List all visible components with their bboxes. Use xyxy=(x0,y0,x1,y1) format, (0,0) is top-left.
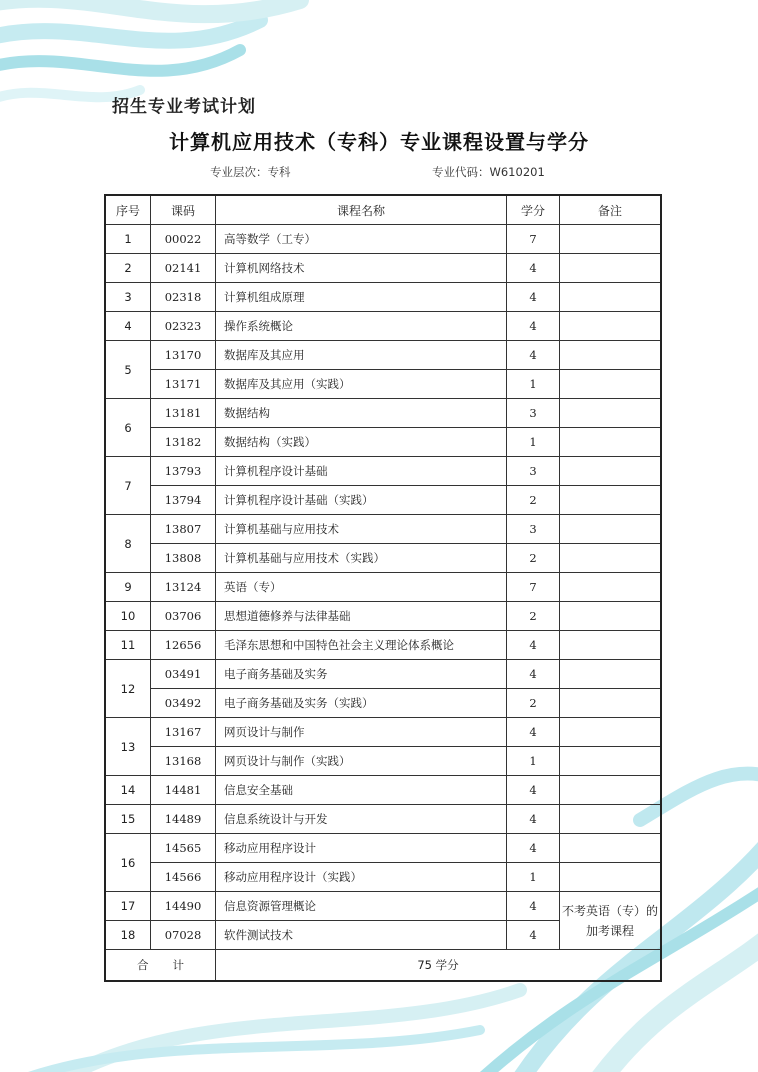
table-row xyxy=(105,225,661,254)
cell-credit: 2 xyxy=(507,544,560,573)
cell-no: 11 xyxy=(105,631,151,660)
cell-name: 操作系统概论 xyxy=(216,312,507,341)
cell-code: 13167 xyxy=(151,718,216,747)
cell-name: 计算机程序设计基础（实践） xyxy=(216,486,507,515)
cell-credit: 3 xyxy=(507,399,560,428)
table-row xyxy=(105,689,661,718)
cell-note xyxy=(560,457,662,486)
cell-credit: 4 xyxy=(507,312,560,341)
cell-credit: 4 xyxy=(507,254,560,283)
table-row xyxy=(105,370,661,399)
cell-no: 9 xyxy=(105,573,151,602)
cell-name: 计算机基础与应用技术 xyxy=(216,515,507,544)
cell-note xyxy=(560,283,662,312)
cell-code: 12656 xyxy=(151,631,216,660)
cell-credit: 1 xyxy=(507,863,560,892)
cell-note xyxy=(560,341,662,370)
cell-name: 数据库及其应用 xyxy=(216,341,507,370)
table-body xyxy=(105,225,661,950)
cell-credit: 4 xyxy=(507,631,560,660)
table-row xyxy=(105,834,661,863)
table-row xyxy=(105,457,661,486)
table-row xyxy=(105,863,661,892)
cell-code: 13794 xyxy=(151,486,216,515)
cell-name: 移动应用程序设计（实践） xyxy=(216,863,507,892)
cell-no: 10 xyxy=(105,602,151,631)
cell-note xyxy=(560,573,662,602)
cell-no: 14 xyxy=(105,776,151,805)
cell-no: 2 xyxy=(105,254,151,283)
cell-credit: 4 xyxy=(507,921,560,950)
cell-credit: 1 xyxy=(507,370,560,399)
cell-credit: 4 xyxy=(507,776,560,805)
cell-name: 数据结构 xyxy=(216,399,507,428)
cell-no: 8 xyxy=(105,515,151,573)
cell-name: 数据库及其应用（实践） xyxy=(216,370,507,399)
total-value: 75 学分 xyxy=(216,950,662,982)
cell-code: 13168 xyxy=(151,747,216,776)
cell-credit: 2 xyxy=(507,689,560,718)
cell-name: 信息安全基础 xyxy=(216,776,507,805)
cell-name: 计算机组成原理 xyxy=(216,283,507,312)
cell-code: 14566 xyxy=(151,863,216,892)
cell-credit: 7 xyxy=(507,225,560,254)
table-row xyxy=(105,486,661,515)
cell-code: 13182 xyxy=(151,428,216,457)
cell-credit: 4 xyxy=(507,718,560,747)
cell-no: 15 xyxy=(105,805,151,834)
cell-no: 18 xyxy=(105,921,151,950)
cell-code: 13807 xyxy=(151,515,216,544)
cell-name: 计算机网络技术 xyxy=(216,254,507,283)
cell-note xyxy=(560,370,662,399)
cell-name: 软件测试技术 xyxy=(216,921,507,950)
cell-code: 07028 xyxy=(151,921,216,950)
cell-credit: 3 xyxy=(507,457,560,486)
cell-credit: 2 xyxy=(507,486,560,515)
cell-credit: 4 xyxy=(507,283,560,312)
cell-no: 7 xyxy=(105,457,151,515)
cell-note xyxy=(560,863,662,892)
table-row xyxy=(105,892,661,921)
cell-credit: 1 xyxy=(507,428,560,457)
header-code: 课码 xyxy=(151,195,216,225)
cell-name: 网页设计与制作（实践） xyxy=(216,747,507,776)
table-row xyxy=(105,573,661,602)
cell-code: 13181 xyxy=(151,399,216,428)
cell-code: 13170 xyxy=(151,341,216,370)
cell-no: 17 xyxy=(105,892,151,921)
course-table-wrapper xyxy=(104,194,662,982)
cell-code: 14565 xyxy=(151,834,216,863)
cell-code: 00022 xyxy=(151,225,216,254)
cell-credit: 4 xyxy=(507,660,560,689)
cell-credit: 4 xyxy=(507,834,560,863)
cell-name: 网页设计与制作 xyxy=(216,718,507,747)
cell-note xyxy=(560,718,662,747)
cell-code: 03492 xyxy=(151,689,216,718)
table-row xyxy=(105,312,661,341)
cell-note xyxy=(560,776,662,805)
cell-credit: 3 xyxy=(507,515,560,544)
cell-note-extra-course: 不考英语（专）的加考课程 xyxy=(560,892,662,950)
cell-name: 数据结构（实践） xyxy=(216,428,507,457)
table-row xyxy=(105,254,661,283)
cell-note xyxy=(560,689,662,718)
cell-note xyxy=(560,428,662,457)
header-name: 课程名称 xyxy=(216,195,507,225)
cell-name: 信息系统设计与开发 xyxy=(216,805,507,834)
major-code: 专业代码：W610201 xyxy=(432,165,545,179)
cell-note xyxy=(560,747,662,776)
course-table xyxy=(104,194,662,982)
cell-note xyxy=(560,631,662,660)
cell-code: 14481 xyxy=(151,776,216,805)
table-header-row xyxy=(105,195,661,225)
table-row xyxy=(105,399,661,428)
cell-code: 13808 xyxy=(151,544,216,573)
table-row xyxy=(105,283,661,312)
cell-code: 02323 xyxy=(151,312,216,341)
cell-name: 高等数学（工专） xyxy=(216,225,507,254)
cell-credit: 7 xyxy=(507,573,560,602)
cell-credit: 2 xyxy=(507,602,560,631)
table-row xyxy=(105,660,661,689)
cell-note xyxy=(560,254,662,283)
cell-name: 电子商务基础及实务（实践） xyxy=(216,689,507,718)
table-row xyxy=(105,544,661,573)
cell-no: 1 xyxy=(105,225,151,254)
table-row xyxy=(105,428,661,457)
table-row xyxy=(105,515,661,544)
cell-credit: 4 xyxy=(507,892,560,921)
cell-credit: 1 xyxy=(507,747,560,776)
cell-no: 13 xyxy=(105,718,151,776)
cell-note xyxy=(560,834,662,863)
cell-note xyxy=(560,660,662,689)
header-note: 备注 xyxy=(560,195,662,225)
cell-no: 5 xyxy=(105,341,151,399)
table-row xyxy=(105,602,661,631)
table-row xyxy=(105,805,661,834)
cell-name: 计算机程序设计基础 xyxy=(216,457,507,486)
cell-name: 信息资源管理概论 xyxy=(216,892,507,921)
cell-credit: 4 xyxy=(507,805,560,834)
total-label: 合计 xyxy=(105,950,216,982)
cell-note xyxy=(560,544,662,573)
table-row xyxy=(105,718,661,747)
cell-no: 16 xyxy=(105,834,151,892)
cell-no: 12 xyxy=(105,660,151,718)
header-credit: 学分 xyxy=(507,195,560,225)
table-row xyxy=(105,747,661,776)
cell-name: 毛泽东思想和中国特色社会主义理论体系概论 xyxy=(216,631,507,660)
cell-code: 03706 xyxy=(151,602,216,631)
cell-code: 02318 xyxy=(151,283,216,312)
cell-note xyxy=(560,602,662,631)
cell-credit: 4 xyxy=(507,341,560,370)
cell-note xyxy=(560,486,662,515)
cell-note xyxy=(560,312,662,341)
cell-code: 13124 xyxy=(151,573,216,602)
cell-code: 14490 xyxy=(151,892,216,921)
cell-name: 英语（专） xyxy=(216,573,507,602)
total-row xyxy=(105,950,661,982)
cell-no: 4 xyxy=(105,312,151,341)
table-row xyxy=(105,341,661,370)
cell-note xyxy=(560,225,662,254)
cell-name: 思想道德修养与法律基础 xyxy=(216,602,507,631)
cell-code: 14489 xyxy=(151,805,216,834)
cell-code: 13171 xyxy=(151,370,216,399)
cell-code: 02141 xyxy=(151,254,216,283)
cell-code: 13793 xyxy=(151,457,216,486)
page-title: 计算机应用技术（专科）专业课程设置与学分 xyxy=(169,130,589,154)
cell-no: 6 xyxy=(105,399,151,457)
cell-code: 03491 xyxy=(151,660,216,689)
cell-note xyxy=(560,399,662,428)
cell-name: 计算机基础与应用技术（实践） xyxy=(216,544,507,573)
major-level: 专业层次：专科 xyxy=(210,165,291,179)
table-row xyxy=(105,776,661,805)
cell-name: 移动应用程序设计 xyxy=(216,834,507,863)
cell-note xyxy=(560,515,662,544)
header-no: 序号 xyxy=(105,195,151,225)
plan-label: 招生专业考试计划 xyxy=(112,97,256,117)
cell-name: 电子商务基础及实务 xyxy=(216,660,507,689)
cell-note xyxy=(560,805,662,834)
cell-no: 3 xyxy=(105,283,151,312)
table-row xyxy=(105,631,661,660)
